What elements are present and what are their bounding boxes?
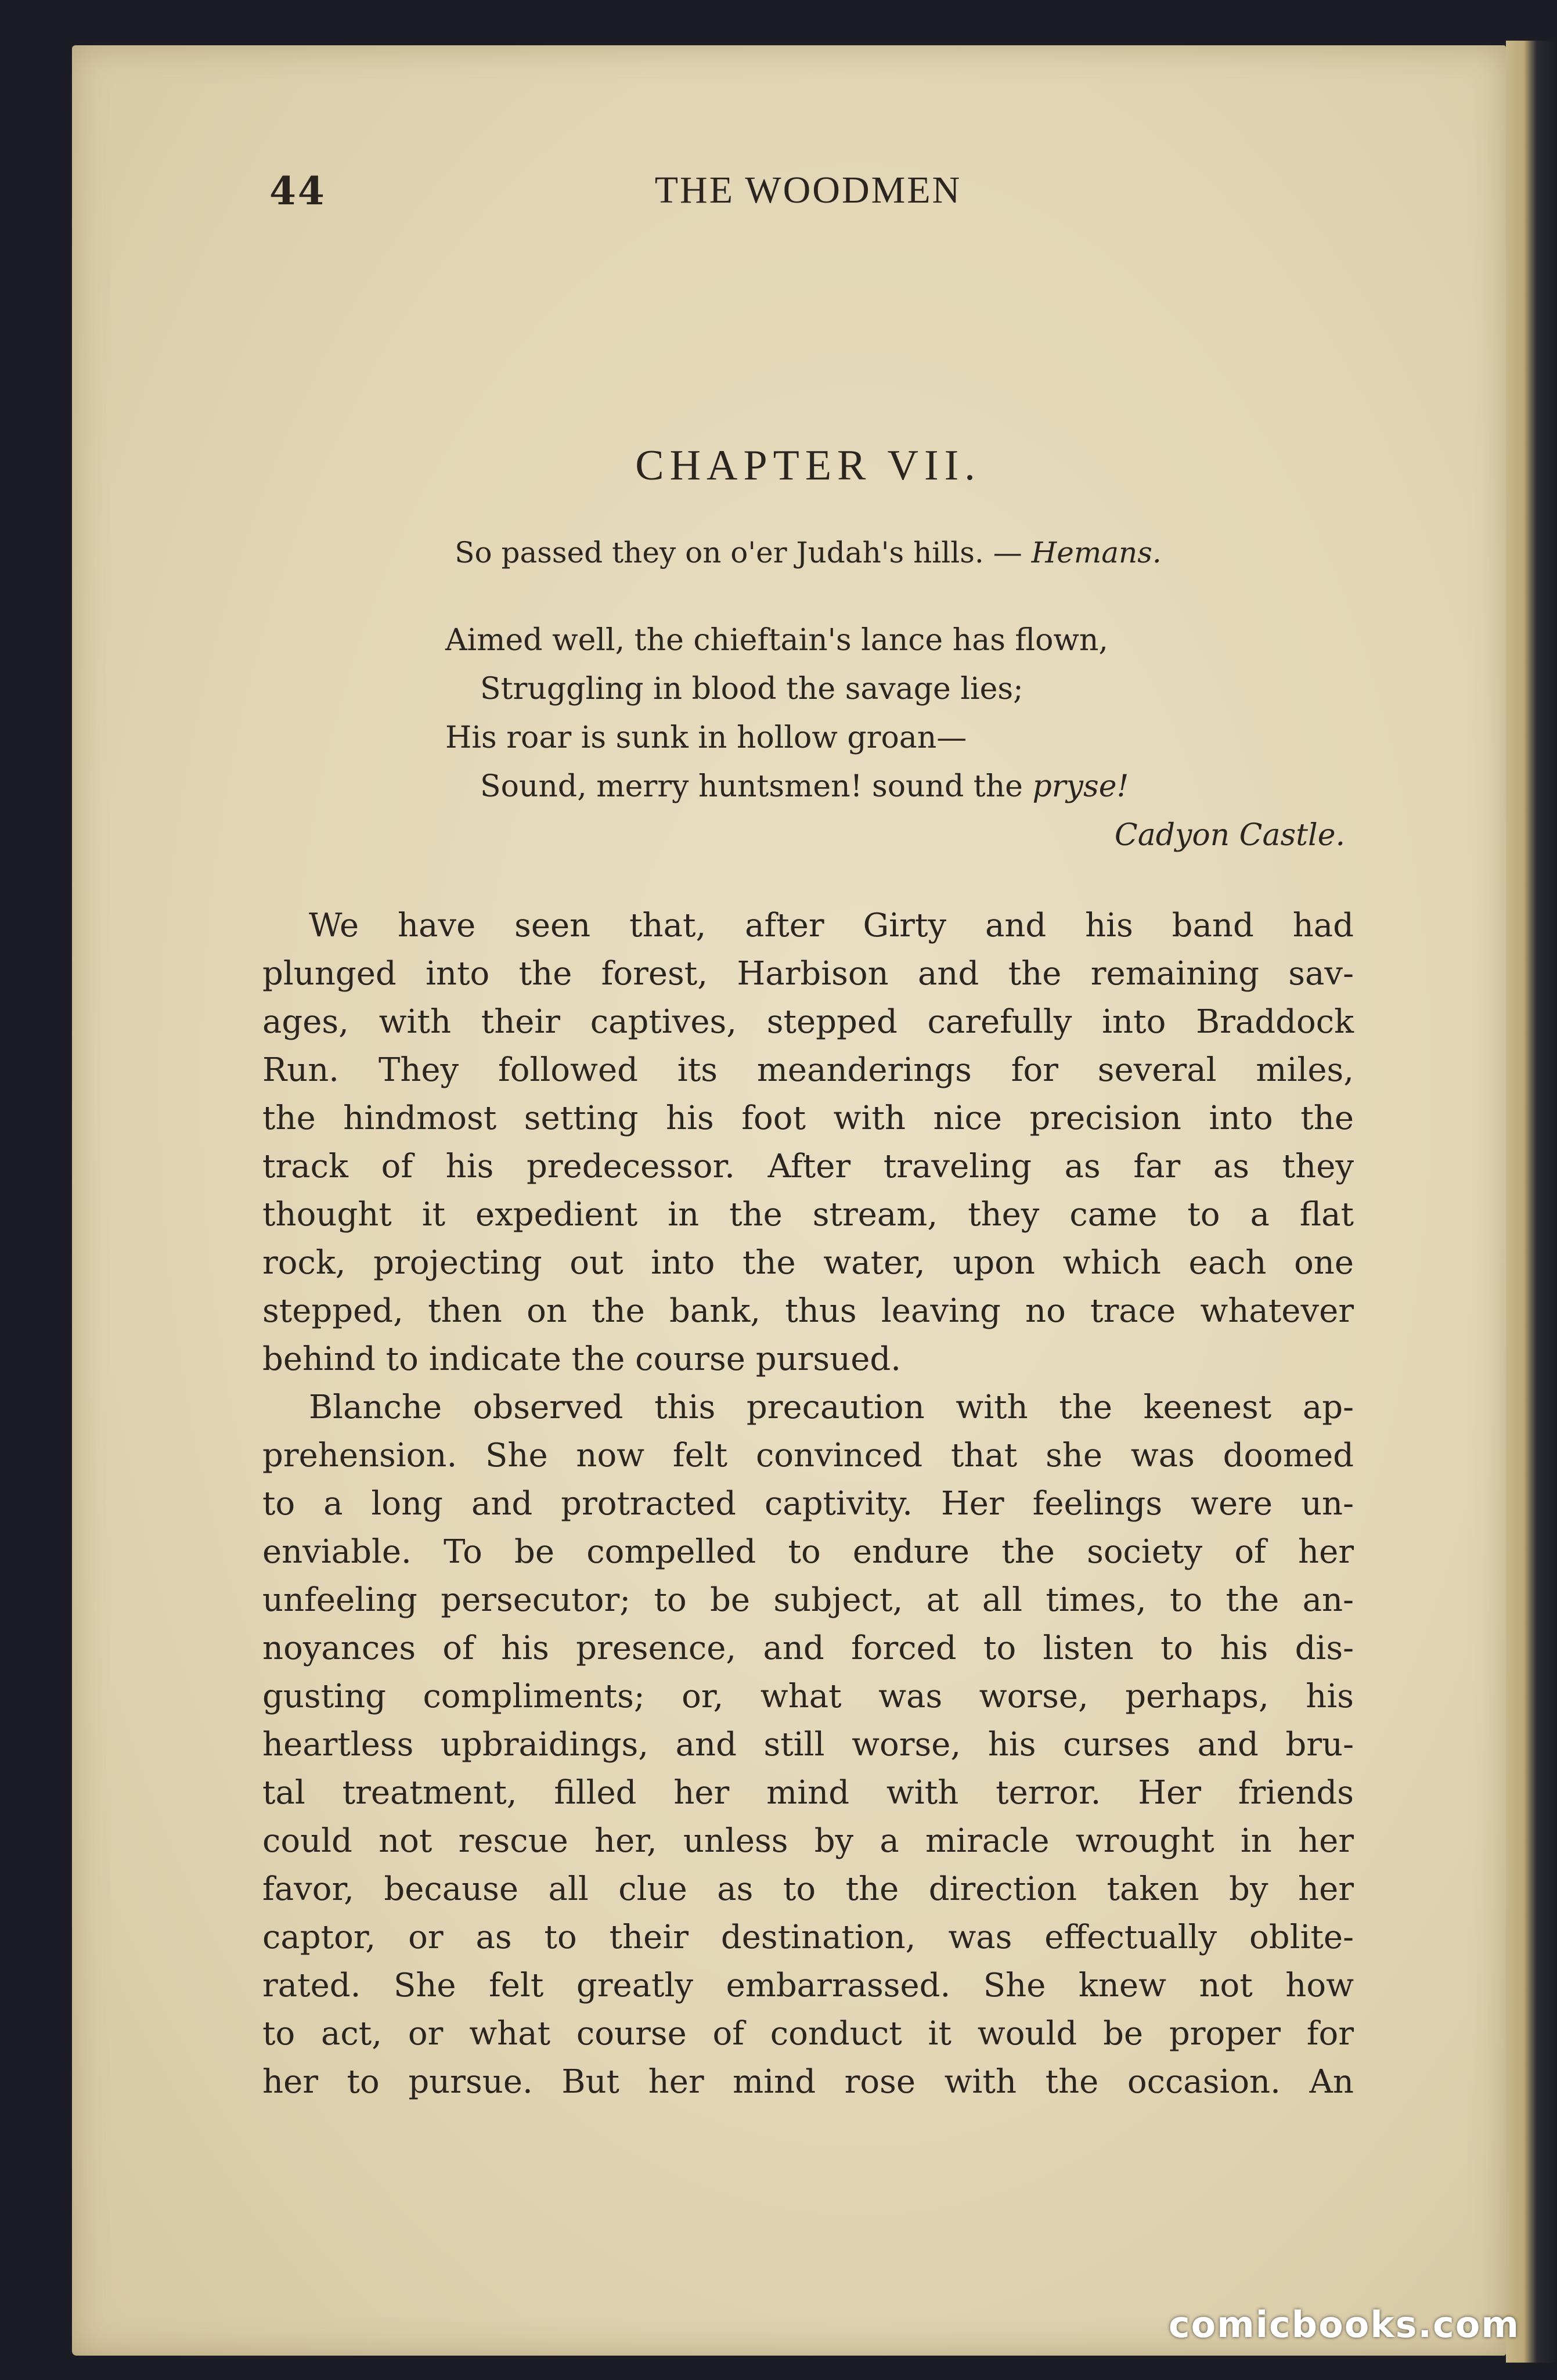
body-line: plunged into the forest, Harbison and the remaining sav- bbox=[262, 955, 1354, 993]
verse-line bbox=[262, 762, 1354, 811]
verse-italic-word: pryse! bbox=[1032, 769, 1129, 804]
body-line: prehension. She now felt convinced that she was doomed bbox=[262, 1437, 1354, 1474]
body-line: gusting compliments; or, what was worse, perhaps, his bbox=[262, 1678, 1354, 1715]
body-line: track of his predecessor. After traveling as far as they bbox=[262, 1148, 1354, 1185]
page-number: 44 bbox=[269, 168, 326, 214]
body-line: noyances of his presence, and forced to listen to his dis- bbox=[262, 1629, 1354, 1667]
body-line: heartless upbraidings, and still worse, his curses and bru- bbox=[262, 1726, 1354, 1764]
verse-block bbox=[262, 616, 1354, 860]
verse-line: Aimed well, the chieftain's lance has flown, bbox=[445, 623, 1108, 658]
body-line: to act, or what course of conduct it would be proper for bbox=[262, 2015, 1354, 2053]
chapter-title: CHAPTER VII. bbox=[635, 442, 981, 489]
verse-source: Cadyon Castle. bbox=[1114, 818, 1345, 853]
body-line: We have seen that, after Girty and his band had bbox=[309, 907, 1354, 944]
page-content bbox=[262, 168, 1354, 2106]
body-line: Blanche observed this precaution with the keenest ap- bbox=[309, 1389, 1354, 1426]
epigraph-attribution: Hemans. bbox=[1031, 536, 1162, 569]
source-watermark: comicbooks.com bbox=[1168, 2303, 1520, 2346]
body-line: enviable. To be compelled to endure the society of her bbox=[262, 1533, 1354, 1571]
body-line: ages, with their captives, stepped carefully into Braddock bbox=[262, 1003, 1354, 1041]
body-line: rock, projecting out into the water, upon which each one bbox=[262, 1244, 1354, 1282]
epigraph-text: So passed they on o'er Judah's hills. — bbox=[455, 536, 1022, 569]
body-line: captor, or as to their destination, was effectually oblite- bbox=[262, 1919, 1354, 1956]
epigraph bbox=[262, 536, 1354, 569]
body-line: unfeeling persecutor; to be subject, at all times, to the an- bbox=[262, 1581, 1354, 1619]
running-title: THE WOODMEN bbox=[654, 169, 962, 211]
body-line: could not rescue her, unless by a miracle wrought in her bbox=[262, 1822, 1354, 1860]
page-header bbox=[262, 168, 1354, 226]
body-line: to a long and protracted captivity. Her feelings were un- bbox=[262, 1485, 1354, 1523]
verse-line: His roar is sunk in hollow groan— bbox=[445, 720, 967, 755]
body-line: behind to indicate the course pursued. bbox=[262, 1340, 902, 1378]
body-line: tal treatment, filled her mind with terror. Her friends bbox=[262, 1774, 1354, 1812]
body-line: stepped, then on the bank, thus leaving no trace whatever bbox=[262, 1292, 1354, 1330]
body-line: her to pursue. But her mind rose with the occasion. An bbox=[262, 2063, 1354, 2101]
body-line: thought it expedient in the stream, they came to a flat bbox=[262, 1196, 1354, 1234]
verse-line-text: Sound, merry huntsmen! sound the bbox=[480, 769, 1033, 804]
body-line: favor, because all clue as to the direction taken by her bbox=[262, 1870, 1354, 1908]
body-line: Run. They followed its meanderings for several miles, bbox=[262, 1051, 1354, 1089]
body-line: rated. She felt greatly embarrassed. She knew not how bbox=[262, 1967, 1354, 2004]
verse-line: Struggling in blood the savage lies; bbox=[480, 672, 1023, 706]
body-line: the hindmost setting his foot with nice precision into the bbox=[262, 1099, 1354, 1137]
body-text bbox=[262, 901, 1354, 2106]
book-spine bbox=[1506, 41, 1557, 2363]
